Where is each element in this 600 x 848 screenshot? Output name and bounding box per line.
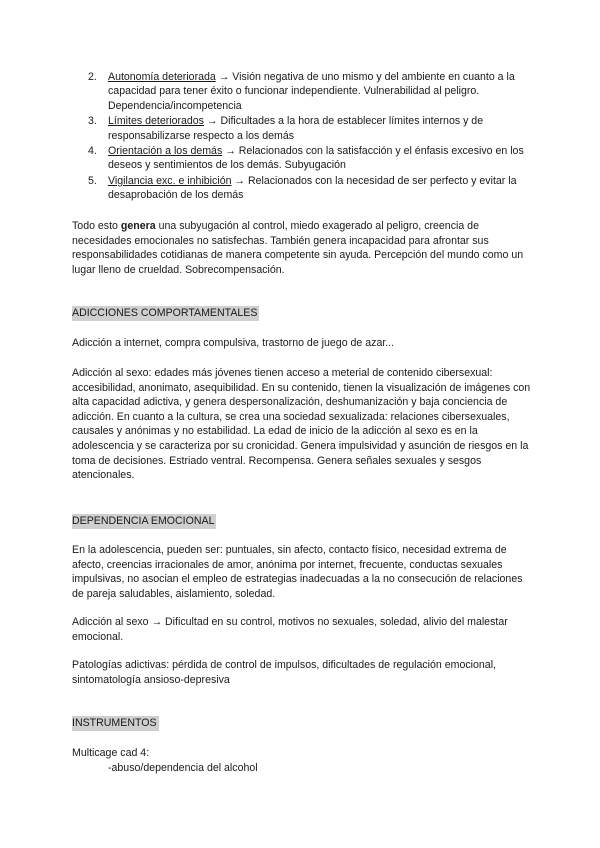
list-number: 4. — [88, 145, 97, 158]
summary-text-end: una subyugación al control, miedo exagerado al peligro, creencia de necesidades emocionales no satisfechas. También genera incapacidad para afrontar sus responsabilidades cotidianas de manera competente sin ayuda. Percepción del mundo como un lugar lleno de crueldad. Sobrecompensación. — [72, 220, 524, 276]
paragraph-patologias: Patologías adictivas: pérdida de control de impulsos, dificultades de regulación emocional, sintomatología ansioso-depresiva — [72, 659, 496, 686]
list-text: Relacionados con la necesidad de ser perfecto y evitar la desaprobación de los demás — [108, 174, 517, 202]
list-text: Visión negativa de uno mismo y del ambiente en cuanto a la capacidad para tener éxito o funcionar independiente. Vulnerabilidad al peligro. Dependencia/incompetencia — [108, 71, 515, 112]
heading-adicciones: ADICCIONES COMPORTAMENTALES — [72, 307, 258, 319]
paragraph-adiccion-sexo: Adicción al sexo: edades más jóvenes tienen acceso a meterial de contenido cibersexual: accesibilidad, anonimato, asequibilidad. En su contenido, tienen la visualización de imágenes con alta capacidad adictiva, y genera despersonalización, deshumanización y baja conciencia de adicción. En cuanto a la cultura, se crea una sociedad sexualizada: relaciones cibersexuales, causales y anónimas y no estabilidad. La edad de inicio de la adicción al sexo es en la adolescencia y se caracteriza por su cronicidad. Genera impulsividad y asunción de riesgos en la toma de decisiones. Estriado ventral. Recompensa. Genera señales sexuales y sesgos atencionales. — [72, 367, 531, 482]
paragraph-dependencia-adolescencia: En la adolescencia, pueden ser: puntuales, sin afecto, contacto físico, necesidad extrema de afecto, creencias irracionales de amor, anónima por internet, frecuente, conductas sexuales impulsivas, no asocian el empleo de estrategias inadecuadas a la no consecución de relaciones de pareja saludables, aislamiento, soledad. — [72, 544, 523, 600]
list-number: 5. — [88, 174, 97, 187]
list-item — [88, 144, 532, 173]
list-text: Dificultades a la hora de establecer límites internos y de responsabilizarse respecto a los demás — [108, 115, 484, 142]
list-term: Orientación a los demás — [108, 145, 223, 158]
summary-paragraph — [72, 219, 532, 277]
heading-dependencia: DEPENDENCIA EMOCIONAL — [72, 515, 215, 527]
paragraph-adicciones-intro: Adicción a internet, compra compulsiva, trastorno de juego de azar... — [72, 337, 395, 349]
list-term: Autonomía deteriorada — [108, 71, 216, 83]
list-number: 3. — [88, 115, 97, 128]
list-text: Relacionados con la satisfacción y el énfasis excesivo en los deseos y sentimientos de los demás. Subyugación — [108, 145, 524, 172]
numbered-list — [88, 70, 532, 204]
arrow: → — [203, 115, 221, 128]
paragraph-dependencia-sexo: Adicción al sexo → Dificultad en su control, motivos no sexuales, soledad, alivio del malestar emocional. — [72, 616, 508, 643]
list-number: 2. — [88, 71, 97, 83]
list-item — [88, 70, 532, 113]
list-term: Límites deteriorados — [108, 115, 204, 128]
arrow: → — [231, 174, 248, 187]
list-item — [88, 174, 532, 203]
heading-instrumentos: INSTRUMENTOS — [72, 717, 157, 729]
instrumentos-line-1: Multicage cad 4: — [72, 747, 150, 759]
arrow: → — [222, 145, 239, 158]
instrumentos-line-2: -abuso/dependencia del alcohol — [108, 762, 258, 774]
list-term: Vigilancia exc. e inhibición — [108, 174, 232, 187]
list-item — [88, 114, 532, 143]
summary-text-start: Todo esto — [72, 220, 121, 232]
arrow: → — [215, 71, 233, 83]
summary-bold-word: genera — [120, 220, 156, 232]
